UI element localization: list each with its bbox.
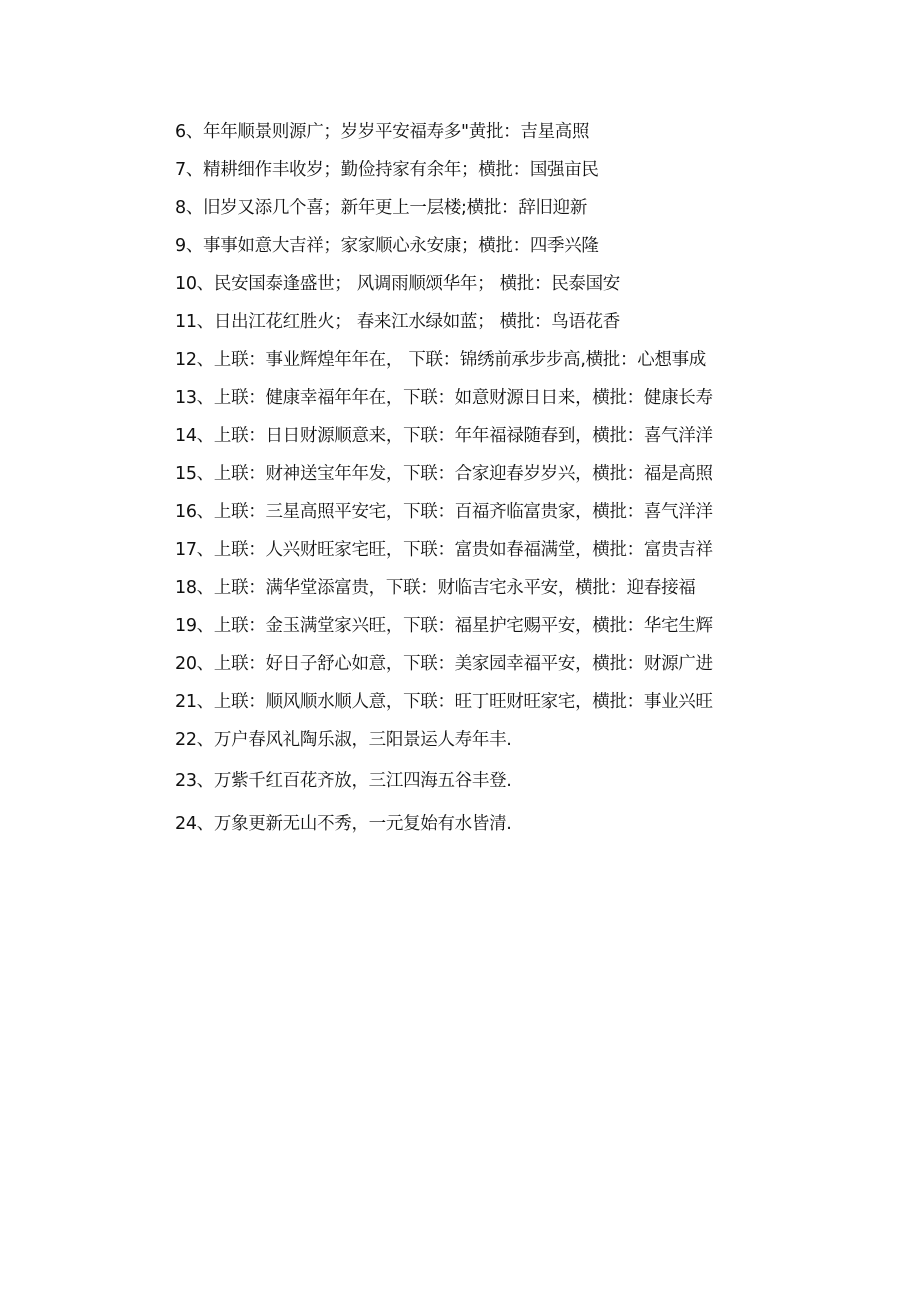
couplet-line: 18、上联：满华堂添富贵，下联：财临吉宅永平安，横批：迎春接福 <box>175 578 696 598</box>
couplet-line: 14、上联：日日财源顺意来，下联：年年福禄随春到，横批：喜气洋洋 <box>175 426 713 446</box>
couplet-list <box>175 113 795 843</box>
couplet-line: 12、上联：事业辉煌年年在， 下联：锦绣前承步步高,横批：心想事成 <box>175 350 706 370</box>
couplet-line: 11、日出江花红胜火； 春来江水绿如蓝； 横批：鸟语花香 <box>175 312 620 332</box>
couplet-line: 6、年年顺景则源广；岁岁平安福寿多"黄批：吉星高照 <box>175 122 590 142</box>
couplet-line: 13、上联：健康幸福年年在，下联：如意财源日日来，横批：健康长寿 <box>175 388 713 408</box>
couplet-line: 9、事事如意大吉祥；家家顺心永安康；横批：四季兴隆 <box>175 236 599 256</box>
couplet-line: 24、万象更新无山不秀，一元复始有水皆清. <box>175 814 512 834</box>
couplet-line: 8、旧岁又添几个喜；新年更上一层楼;横批：辞旧迎新 <box>175 198 588 218</box>
couplet-line: 16、上联：三星高照平安宅，下联：百福齐临富贵家，横批：喜气洋洋 <box>175 502 713 522</box>
couplet-line: 7、精耕细作丰收岁；勤俭持家有余年；横批：国强亩民 <box>175 160 599 180</box>
couplet-line: 19、上联：金玉满堂家兴旺，下联：福星护宅赐平安，横批：华宅生辉 <box>175 616 713 636</box>
couplet-line: 17、上联：人兴财旺家宅旺，下联：富贵如春福满堂，横批：富贵吉祥 <box>175 540 713 560</box>
couplet-line: 15、上联：财神送宝年年发，下联：合家迎春岁岁兴，横批：福是高照 <box>175 464 713 484</box>
couplet-line: 22、万户春风礼陶乐淑，三阳景运人寿年丰. <box>175 730 512 750</box>
couplet-line: 10、民安国泰逢盛世； 风调雨顺颂华年； 横批：民泰国安 <box>175 274 620 294</box>
couplet-line: 21、上联：顺风顺水顺人意，下联：旺丁旺财旺家宅，横批：事业兴旺 <box>175 692 713 712</box>
couplet-line: 20、上联：好日子舒心如意，下联：美家园幸福平安，横批：财源广进 <box>175 654 713 674</box>
couplet-line: 23、万紫千红百花齐放，三江四海五谷丰登. <box>175 771 512 791</box>
